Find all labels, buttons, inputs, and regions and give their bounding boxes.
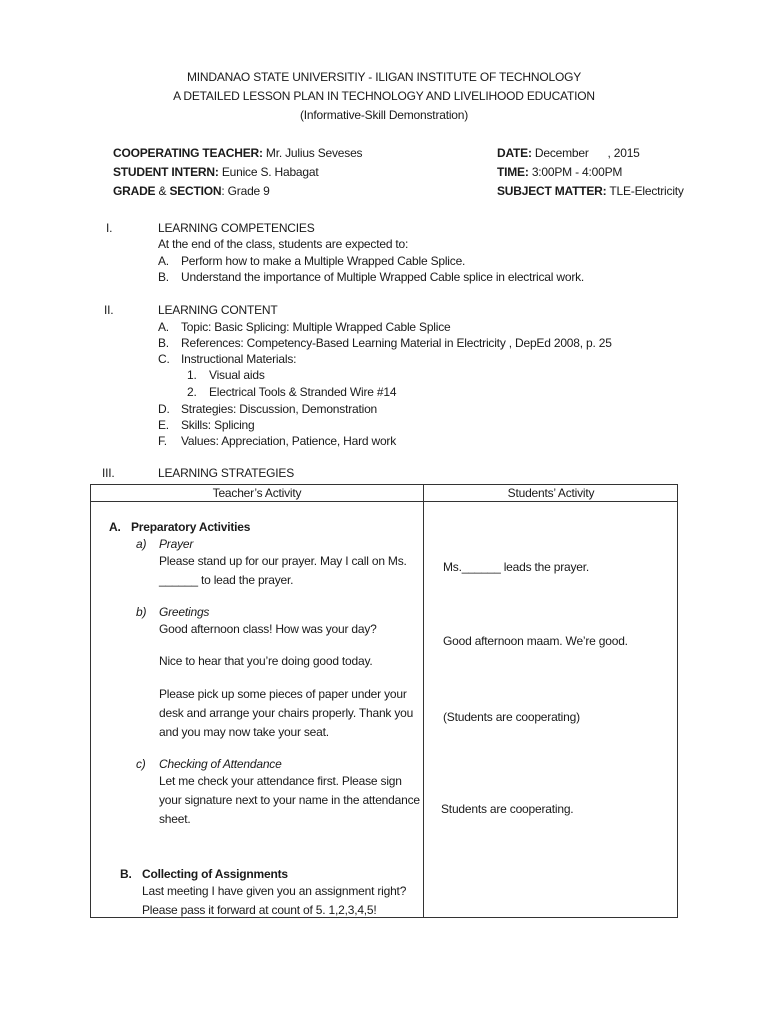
grade-value: : Grade 9 [221,184,270,198]
info-time [497,165,622,179]
section2-subitem-text: Visual aids [209,368,265,382]
section2-numeral: II. [104,303,114,317]
greetings-text: and you may now take your seat. [159,725,329,739]
section2-item-text: Topic: Basic Splicing: Multiple Wrapped Cable Splice [181,320,451,334]
section2-item-text: Strategies: Discussion, Demonstration [181,402,378,416]
section2-item-letter: D. [158,402,170,416]
section2-item-text: Values: Appreciation, Patience, Hard work [181,434,397,448]
section1-intro: At the end of the class, students are expected to: [158,237,409,251]
info-student-intern [113,165,318,179]
header-subtitle: (Informative-Skill Demonstration) [299,108,469,122]
student-response: Students are cooperating. [441,802,574,816]
subject-label: SUBJECT MATTER: [497,184,607,198]
time-value: 3:00PM - 4:00PM [531,165,623,179]
section3-title: LEARNING STRATEGIES [158,466,295,480]
section2-title: LEARNING CONTENT [158,303,278,317]
section-label: SECTION [169,184,222,198]
part-b-letter: B. [120,867,132,881]
part-a-letter: A. [109,520,121,534]
attendance-text: sheet. [159,812,191,826]
info-date [497,146,640,160]
section2-item-letter: C. [158,352,170,366]
greetings-text: Please pick up some pieces of paper under your [159,687,407,701]
table-column-divider [423,485,424,917]
prayer-title: Prayer [159,537,194,551]
section1-item-letter: B. [158,270,169,284]
section2-item-text: References: Competency-Based Learning Material in Electricity , DepEd 2008, p. 25 [181,336,612,350]
section1-title: LEARNING COMPETENCIES [158,221,315,235]
student-response: (Students are cooperating) [443,710,580,724]
part-b-text: Last meeting I have given you an assignment right? [142,884,407,898]
greetings-text: desk and arrange your chairs properly. Thank you [159,706,414,720]
greetings-title: Greetings [159,605,210,619]
table-header-students: Students’ Activity [507,486,595,500]
section3-numeral: III. [102,466,115,480]
section1-numeral: I. [106,221,113,235]
time-label: TIME: [497,165,529,179]
coop-label: COOPERATING TEACHER: [113,146,263,160]
intern-value: Eunice S. Habagat [221,165,319,179]
prayer-text: Please stand up for our prayer. May I call on Ms. [159,554,407,568]
strategies-table [90,484,678,918]
info-cooperating-teacher [113,146,362,160]
grade-amp: & [158,184,167,198]
greetings-text: Good afternoon class! How was your day? [159,622,377,636]
section1-item-text: Understand the importance of Multiple Wrapped Cable splice in electrical work. [181,270,585,284]
info-subject [497,184,684,198]
prayer-text: ______ to lead the prayer. [159,573,294,587]
section1-item-letter: A. [158,254,169,268]
intern-label: STUDENT INTERN: [113,165,219,179]
section2-item-letter: F. [158,434,167,448]
date-value: December , 2015 [534,146,640,160]
student-response: Good afternoon maam. We’re good. [443,634,628,648]
greetings-label: b) [136,605,147,619]
attendance-text: your signature next to your name in the attendance [159,793,420,807]
section2-item-text: Skills: Splicing [181,418,255,432]
attendance-label: c) [136,757,146,771]
attendance-title: Checking of Attendance [159,757,282,771]
header-university: MINDANAO STATE UNIVERSITIY - ILIGAN INSTITUTE OF TECHNOLOGY [186,70,582,84]
date-label: DATE: [497,146,532,160]
part-b-title: Collecting of Assignments [142,867,288,881]
grade-label: GRADE [113,184,156,198]
section1-item-text: Perform how to make a Multiple Wrapped Cable Splice. [181,254,466,268]
header-plan-title: A DETAILED LESSON PLAN IN TECHNOLOGY AND LIVELIHOOD EDUCATION [173,89,595,103]
section2-subitem-text: Electrical Tools & Stranded Wire #14 [209,385,397,399]
table-header-divider [91,501,677,502]
section2-item-letter: A. [158,320,169,334]
greetings-text: Nice to hear that you’re doing good today. [159,654,373,668]
coop-value: Mr. Julius Seveses [265,146,363,160]
part-a-title: Preparatory Activities [131,520,251,534]
prayer-label: a) [136,537,147,551]
section2-subitem-num: 1. [187,368,197,382]
table-header-teacher: Teacher’s Activity [212,486,302,500]
subject-value: TLE-Electricity [609,184,684,198]
attendance-text: Let me check your attendance first. Please sign [159,774,402,788]
student-response: Ms.______ leads the prayer. [443,560,590,574]
section2-subitem-num: 2. [187,385,197,399]
section2-item-text: Instructional Materials: [181,352,297,366]
section2-item-letter: E. [158,418,169,432]
info-grade-section [113,184,270,198]
section2-item-letter: B. [158,336,169,350]
part-b-text: Please pass it forward at count of 5. 1,2,3,4,5! [142,903,377,917]
